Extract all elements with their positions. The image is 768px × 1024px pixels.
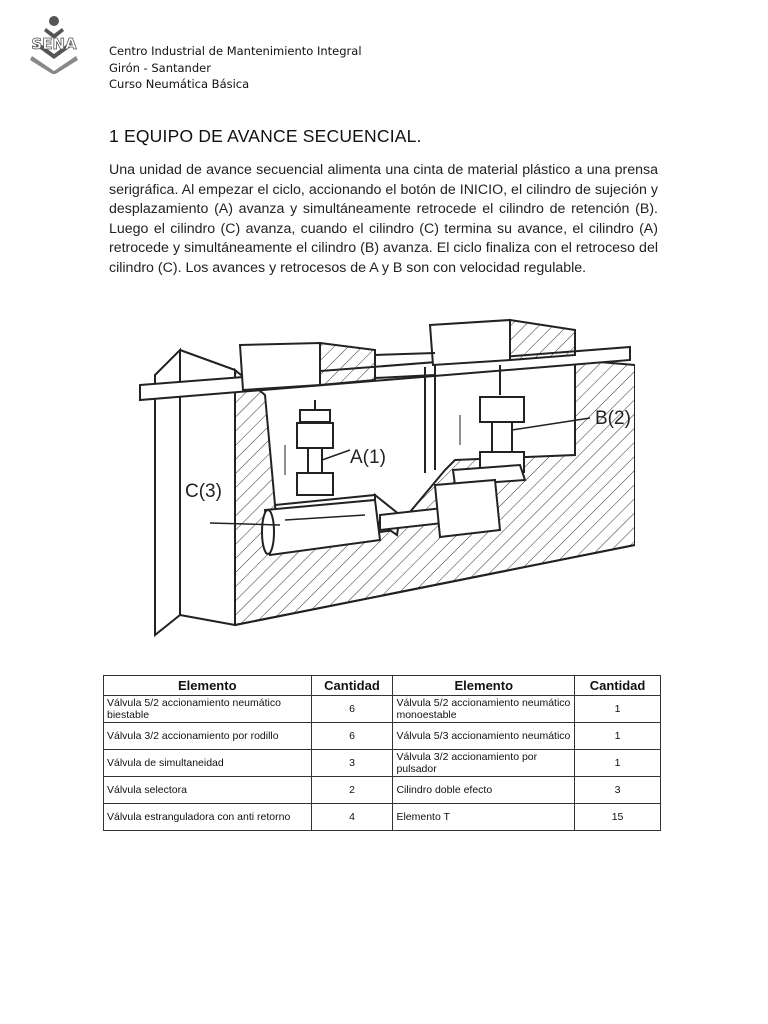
header-element-1: Elemento (104, 676, 312, 696)
logo-text: SENA (31, 35, 77, 53)
header-location: Girón - Santander (109, 60, 211, 75)
table-cell: Elemento T (393, 804, 575, 831)
header-quantity-1: Cantidad (311, 676, 393, 696)
table-cell: 1 (575, 696, 661, 723)
table-cell: 3 (575, 777, 661, 804)
header-element-2: Elemento (393, 676, 575, 696)
table-cell: Válvula selectora (104, 777, 312, 804)
description-paragraph: Una unidad de avance secuencial alimenta una cinta de material plástico a una prensa serigráfica. Al empezar el ciclo, accionando el botón de INICIO, el cilindro de sujeción y desplazamiento (A) avanza y simultáneamente retrocede el cilindro de retención (B). Luego el cilindro (C) avanza, cuando el cilindro (C) termina su avance, el cilindro (A) retrocede y simultáneamente el cilindro (B) avanza. El ciclo finaliza con el retroceso del cilindro (C). Los avances y retrocesos de A y B son con velocidad regulable. (109, 162, 658, 276)
table-cell: 4 (311, 804, 393, 831)
cylinder-b-label: B(2) (595, 408, 631, 429)
header-course: Curso Neumática Básica (109, 77, 250, 91)
cylinder-a-label: A(1) (350, 447, 386, 468)
table-cell: Válvula de simultaneidad (104, 750, 312, 777)
table-header-row (104, 676, 661, 696)
table-cell: Válvula 3/2 accionamiento por pulsador (393, 750, 575, 777)
table-cell: Válvula 5/3 accionamiento neumático (393, 723, 575, 750)
table-cell: 6 (311, 696, 393, 723)
table-cell: Válvula 5/2 accionamiento neumático biestable (104, 696, 312, 723)
header-quantity-2: Cantidad (575, 676, 661, 696)
document-header (109, 43, 362, 93)
table-cell: 6 (311, 723, 393, 750)
elements-table (103, 675, 661, 831)
table-cell: Válvula 5/2 accionamiento neumático monoestable (393, 696, 575, 723)
table-cell: 3 (311, 750, 393, 777)
table-cell: 15 (575, 804, 661, 831)
table-row (104, 750, 661, 777)
table-cell: Válvula estranguladora con anti retorno (104, 804, 312, 831)
table-cell: Cilindro doble efecto (393, 777, 575, 804)
cylinder-c-label: C(3) (185, 481, 222, 502)
table-row (104, 696, 661, 723)
section-title: 1 EQUIPO DE AVANCE SECUENCIAL. (109, 126, 422, 146)
header-institution: Centro Industrial de Mantenimiento Integral (109, 44, 362, 58)
sequential-feed-diagram (135, 305, 635, 640)
table-row (104, 723, 661, 750)
table-row (104, 777, 661, 804)
table-row (104, 804, 661, 831)
table-cell: 1 (575, 750, 661, 777)
table-cell: Válvula 3/2 accionamiento por rodillo (104, 723, 312, 750)
sena-logo (20, 12, 88, 74)
table-cell: 1 (575, 723, 661, 750)
table-cell: 2 (311, 777, 393, 804)
